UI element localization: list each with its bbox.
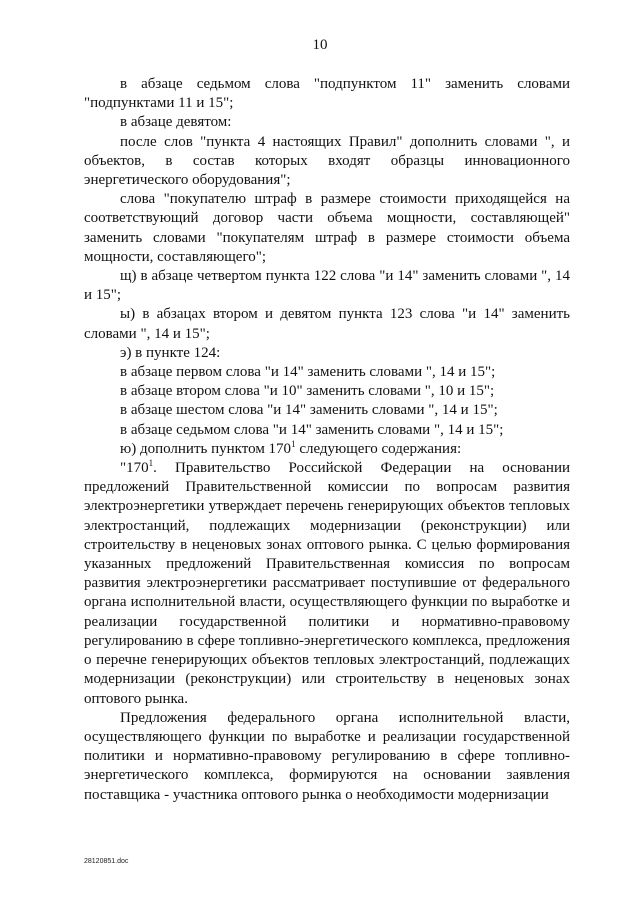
document-body	[84, 75, 570, 805]
paragraph: в абзаце шестом слова "и 14" заменить словами ", 14 и 15";	[120, 402, 498, 419]
paragraph: в абзаце втором слова "и 10" заменить словами ", 10 и 15";	[120, 383, 495, 400]
paragraph: после слов "пункта 4 настоящих Правил" дополнить словами ", и объектов, в состав которых входят образцы инновационного энергетического оборудования";	[84, 133, 570, 189]
paragraph: в абзаце седьмом слова "подпунктом 11" заменить словами "подпунктами 11 и 15";	[84, 76, 570, 112]
paragraph: в абзаце первом слова "и 14" заменить словами ", 14 и 15";	[120, 364, 496, 381]
paragraph: в абзаце седьмом слова "и 14" заменить словами ", 14 и 15";	[120, 421, 504, 438]
point-170-text: . Правительство Российской Федерации на основании предложений Правительственной комиссии по вопросам развития электроэнергетики утверждает перечень генерирующих объектов тепловых электростанций, подлежащих модернизации (реконструкции) или строительству в неценовых зонах оптового рынка. С целью формирования указанных предложений Правительственная комиссия по вопросам развития электроэнергетики рассматривает поступившие от федерального органа исполнительной власти, осуществляющего функции по выработке и реализации государственной политики и нормативно-правовому регулированию в сфере топливно-энергетического комплекса, предложения о перечне генерирующих объектов тепловых электростанций, подлежащих модернизации (реконструкции) или строительству в неценовых зонах оптового рынка.	[84, 460, 570, 707]
footer-file-id: 28120851.doc	[84, 858, 129, 865]
paragraph-point-170	[84, 459, 570, 709]
item-yu-before: ю) дополнить пунктом 170	[120, 440, 292, 457]
item-yu-superscript: 1	[291, 438, 296, 449]
point-170-open: "170	[120, 460, 149, 477]
paragraph: слова "покупателю штраф в размере стоимости приходящейся на соответствующий договор части объема мощности, составляющей" заменить словами "покупателям штраф в размере стоимости объема мощности, составляющего";	[84, 191, 570, 265]
paragraph: в абзаце девятом:	[120, 114, 232, 131]
paragraph: ы) в абзацах втором и девятом пункта 123 слова "и 14" заменить словами ", 14 и 15";	[84, 306, 570, 342]
point-170-superscript: 1	[148, 458, 154, 469]
item-yu-after: следующего содержания:	[295, 440, 462, 457]
page-number: 10	[312, 37, 328, 53]
paragraph-last: Предложения федерального органа исполнительной власти, осуществляющего функции по выработке и реализации государственной политики и нормативно-правовому регулированию в сфере топливно-энергетического комплекса, формируются на основании заявления поставщика - участника оптового рынка о необходимости модернизации	[84, 709, 570, 803]
paragraph: э) в пункте 124:	[120, 344, 221, 361]
paragraph: щ) в абзаце четвертом пункта 122 слова "и 14" заменить словами ", 14 и 15";	[84, 268, 570, 304]
paragraph-item-yu	[84, 440, 570, 459]
